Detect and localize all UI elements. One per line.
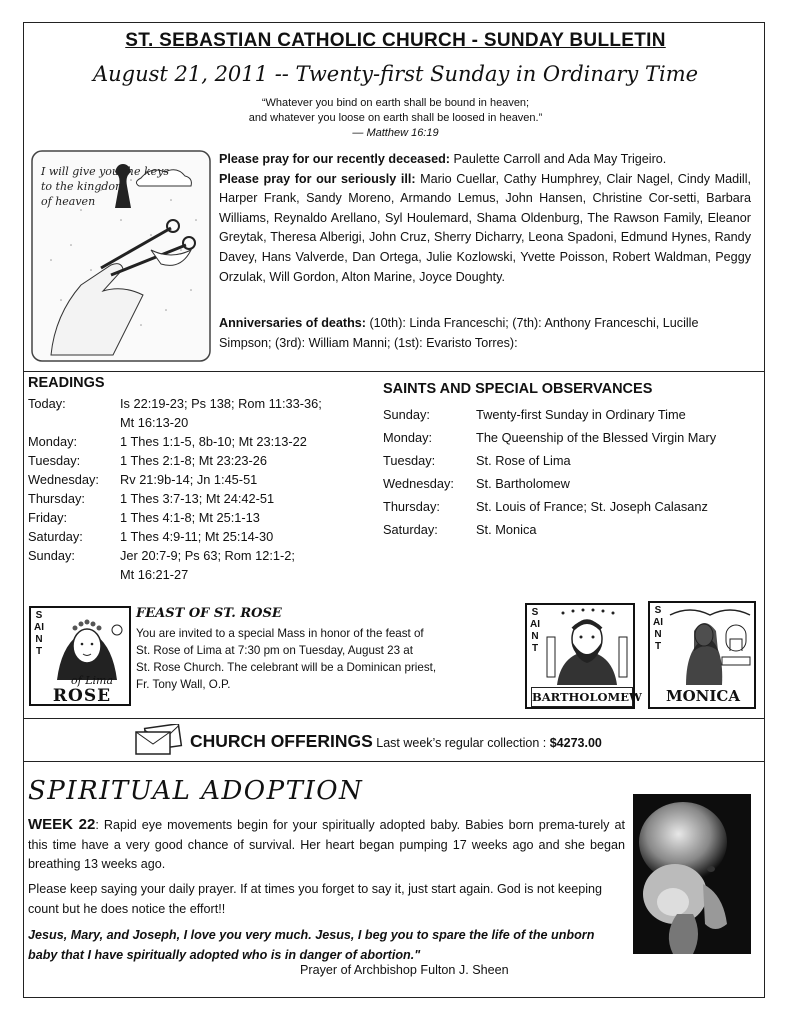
anniv-text: (10th): Linda Franceschi; (7th): Anthony Franceschi, Lucille Simpson; (3rd): William Manni; (1st): Evaristo Torres):: [219, 316, 699, 350]
feast-line-1: You are invited to a special Mass in honor of the feast of: [136, 627, 424, 640]
deceased-label: Please pray for our recently deceased:: [219, 152, 450, 166]
st-rose-image: [29, 606, 131, 706]
quote-line-1: “Whatever you bind on earth shall be bound in heaven;: [261, 97, 530, 109]
offerings-text: Last week’s regular collection :: [372, 736, 550, 750]
prayer-requests: [219, 150, 751, 287]
ill-names: Mario Cuellar, Cathy Humphrey, Clair Nagel, Cindy Madill, Harper Frank, Sandy Moreno, Armando Lemus, John Hansen, Christine Cor-setti, Barbara Williams, Reynaldo Arellano, Syl Houlemard, Shama Oldenburg, The Rawson Family, Eleanor Greytak, Theresa Alberigi, John Cruz, Sherry Dicharry, Leona Spadoni, Edmund Hynes, Randy Davey, Hans Valverde, Dan Ortega, Julie Kozlowski, Yvette Poisson, Robert Waldman, Peggy Orzulak, Will Gordon, Alton Marine, Joyce Doughty.: [219, 171, 751, 284]
divider-3: [23, 761, 765, 762]
quote-citation: — Matthew 16:19: [352, 127, 439, 139]
monica-name: MONICA: [666, 687, 740, 705]
feast-line-2: St. Rose of Lima at 7:30 pm on Tuesday, August 23 at: [136, 644, 413, 657]
saints-heading: SAINTS AND SPECIAL OBSERVANCES: [383, 381, 653, 397]
reading-day: Friday:: [28, 510, 68, 525]
week-text: : Rapid eye movements begin for your spiritually adopted baby. Babies born prema-turely at this time have a very good chance of survival. Her heart began pumping 17 weeks ago and she began breathing 13 weeks ago.: [28, 818, 625, 871]
saint-vertical-label: SAINT: [530, 607, 540, 654]
deceased-names: Paulette Carroll and Ada May Trigeiro.: [450, 152, 667, 166]
keys-caption-3: of heaven: [41, 195, 96, 208]
divider-2: [23, 718, 765, 719]
reading-citation: 1 Thes 4:9-11; Mt 25:14-30: [120, 529, 274, 544]
bulletin-title: ST. SEBASTIAN CATHOLIC CHURCH - SUNDAY BULLETIN: [125, 30, 666, 51]
st-bartholomew-image: [525, 603, 642, 709]
reading-day: Saturday:: [28, 529, 83, 544]
offerings-heading: CHURCH OFFERINGS: [190, 731, 373, 751]
saint-vertical-label: SAINT: [34, 610, 44, 657]
saint-observance: The Queenship of the Blessed Virgin Mary: [476, 430, 717, 445]
reading-citation: 1 Thes 3:7-13; Mt 24:42-51: [120, 491, 275, 506]
saint-day: Monday:: [383, 430, 433, 445]
ill-label: Please pray for our seriously ill:: [219, 171, 416, 186]
feast-body: [136, 625, 486, 693]
reading-day: Wednesday:: [28, 472, 99, 487]
feast-line-4: Fr. Tony Wall, O.P.: [136, 678, 231, 691]
week-paragraph: [28, 815, 625, 875]
envelope-icon: [132, 724, 184, 761]
date-line: August 21, 2011 -- Twenty-first Sunday in Ordinary Time: [92, 62, 699, 86]
reading-day: Thursday:: [28, 491, 85, 506]
reading-day: Today:: [28, 396, 66, 411]
bartholomew-name: BARTHOLOMEW: [531, 687, 633, 707]
reading-day: Sunday:: [28, 548, 75, 563]
feast-title: FEAST OF ST. ROSE: [136, 606, 282, 621]
saint-observance: St. Louis of France; St. Joseph Calasanz: [476, 499, 708, 514]
monica-portrait: [666, 605, 752, 685]
keys-caption-2: to the kingdom: [41, 180, 126, 193]
keep-praying-text: Please keep saying your daily prayer. If at times you forget to say it, just start again. God is not keeping count but he does notice the effort!!: [28, 882, 603, 916]
saint-day: Wednesday:: [383, 476, 454, 491]
feast-line-3: St. Rose Church. The celebrant will be a Dominican priest,: [136, 661, 437, 674]
saint-vertical-label: SAINT: [653, 605, 663, 652]
bartholomew-portrait: [543, 607, 631, 685]
saint-observance: St. Bartholomew: [476, 476, 570, 491]
scripture-quote: [0, 96, 791, 141]
rose-name: ROSE: [52, 686, 112, 706]
anniversaries: [219, 314, 751, 353]
quote-line-2: and whatever you loose on earth shall be loosed in heaven.”: [248, 112, 543, 124]
reading-citation: 1 Thes 1:1-5, 8b-10; Mt 23:13-22: [120, 434, 307, 449]
keys-caption-1: I will give you the keys: [41, 165, 170, 178]
reading-citation: Is 22:19-23; Ps 138; Rom 11:33-36; Mt 16:13-20: [120, 396, 322, 430]
saint-observance: St. Monica: [476, 522, 537, 537]
offerings-amount: $4273.00: [549, 736, 602, 750]
reading-citation: Jer 20:7-9; Ps 63; Rom 12:1-2; Mt 16:21-27: [120, 548, 295, 582]
week-label: WEEK 22: [28, 816, 96, 833]
saint-day: Saturday:: [383, 522, 438, 537]
adoption-prayer: Jesus, Mary, and Joseph, I love you very much. Jesus, I beg you to spare the life of the unborn baby that I have spiritually adopted who is in danger of abortion.": [28, 928, 595, 962]
saint-day: Sunday:: [383, 407, 430, 422]
keys-illustration: [31, 150, 211, 362]
st-monica-image: [648, 601, 756, 709]
saint-observance: Twenty-first Sunday in Ordinary Time: [476, 407, 686, 422]
reading-citation: 1 Thes 2:1-8; Mt 23:23-26: [120, 453, 268, 468]
adoption-title: SPIRITUAL ADOPTION: [28, 776, 364, 806]
saint-day: Tuesday:: [383, 453, 436, 468]
baby-photo: [633, 794, 751, 954]
saint-observance: St. Rose of Lima: [476, 453, 571, 468]
prayer-attribution: Prayer of Archbishop Fulton J. Sheen: [300, 963, 509, 977]
reading-citation: Rv 21:9b-14; Jn 1:45-51: [120, 472, 258, 487]
rose-of-lima: of Lima: [71, 674, 114, 687]
offerings: [190, 731, 602, 752]
reading-day: Monday:: [28, 434, 78, 449]
readings-heading: READINGS: [28, 375, 105, 391]
divider-1: [23, 371, 765, 372]
reading-day: Tuesday:: [28, 453, 81, 468]
anniv-label: Anniversaries of deaths:: [219, 316, 366, 330]
reading-citation: 1 Thes 4:1-8; Mt 25:1-13: [120, 510, 260, 525]
saint-day: Thursday:: [383, 499, 440, 514]
rose-portrait: [47, 610, 127, 680]
